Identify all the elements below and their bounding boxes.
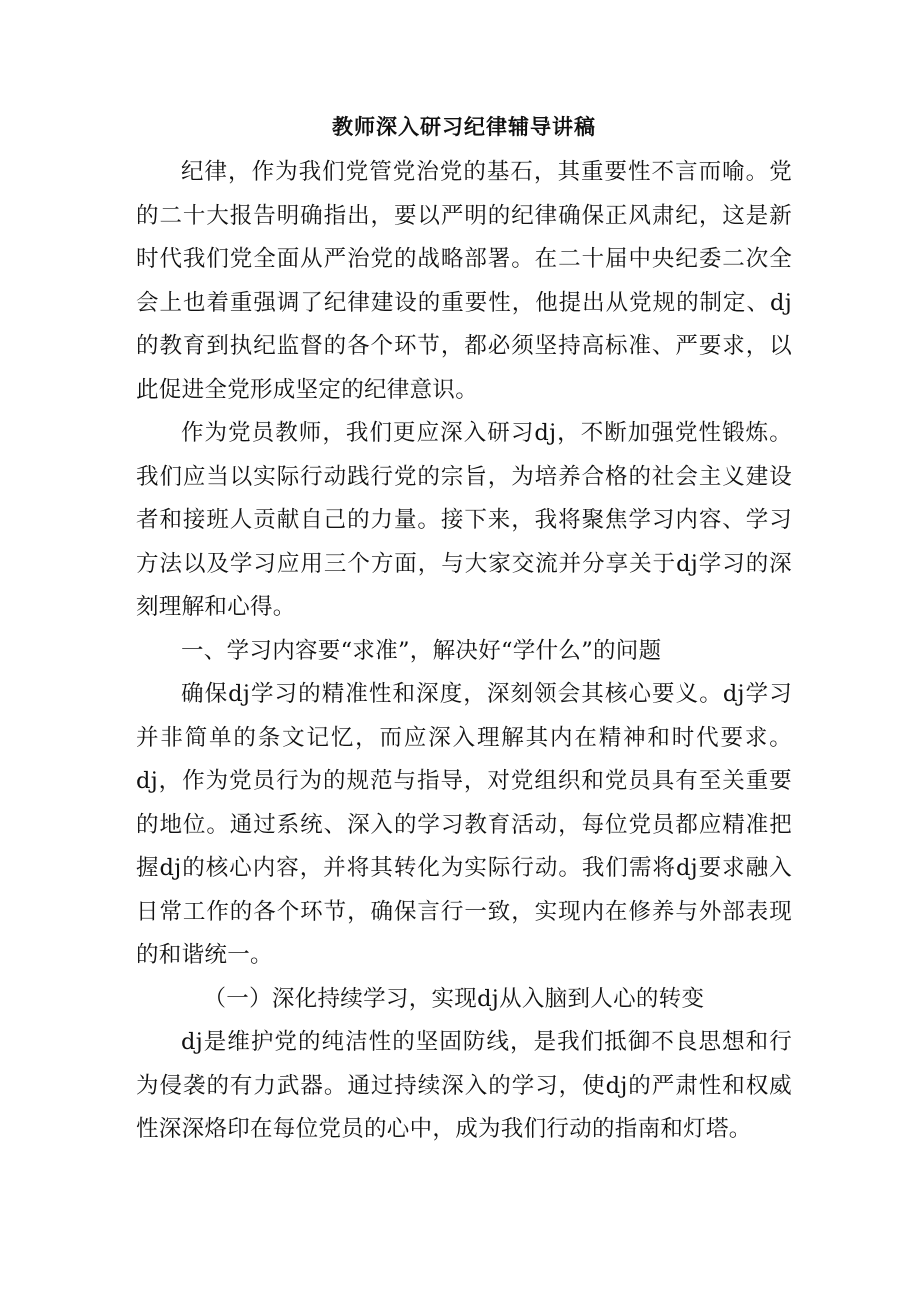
subsection-1-paragraph: dj是维护党的纯洁性的坚固防线，是我们抵御不良思想和行为侵袭的有力武器。通过持续深入的学习，使dj的严肃性和权威性深深烙印在每位党员的心中，成为我们行动的指南和灯塔。 xyxy=(136,1029,792,1142)
section-1-paragraph: 确保dj学习的精准性和深度，深刻领会其核心要义。dj学习并非简单的条文记忆，而应深入理解其内在精神和时代要求。dj，作为党员行为的规范与指导，对党组织和党员具有至关重要的地位。通过系统、深入的学习教育活动，每位党员都应精准把握dj的核心内容，并将其转化为实际行动。我们需将dj要求融入日常工作的各个环节，确保言行一致，实现内在修养与外部表现的和谐统一。 xyxy=(136,681,792,968)
second-paragraph: 作为党员教师，我们更应深入研习dj，不断加强党性锻炼。我们应当以实际行动践行党的宗旨，为培养合格的社会主义建设者和接班人贡献自己的力量。接下来，我将聚焦学习内容、学习方法以及学习应用三个方面，与大家交流并分享关于dj学习的深刻理解和心得。 xyxy=(136,420,792,620)
document-title: 教师深入研习纪律辅导讲稿 xyxy=(332,114,596,139)
subsection-1-heading: （一）深化持续学习，实现dj从入脑到人心的转变 xyxy=(203,985,705,1012)
section-1-heading: 一、学习内容要“求准”，解决好“学什么”的问题 xyxy=(181,637,662,664)
intro-paragraph: 纪律，作为我们党管党治党的基石，其重要性不言而喻。党的二十大报告明确指出，要以严明的纪律确保正风肃纪，这是新时代我们党全面从严治党的战略部署。在二十届中央纪委二次全会上也着重强调了纪律建设的重要性，他提出从党规的制定、dj的教育到执纪监督的各个环节，都必须坚持高标准、严要求，以此促进全党形成坚定的纪律意识。 xyxy=(136,159,792,403)
